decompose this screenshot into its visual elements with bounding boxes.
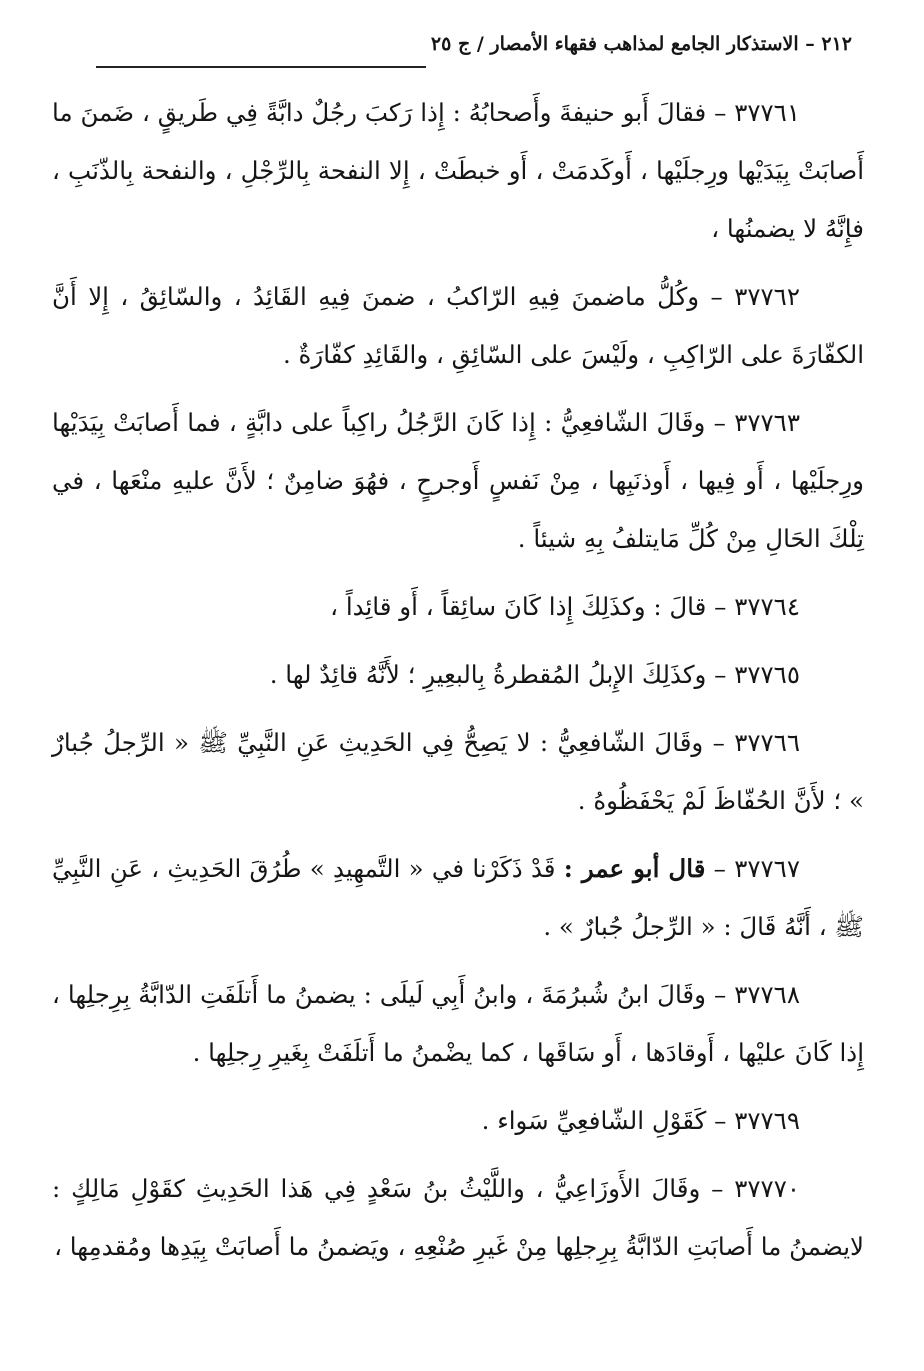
paragraph-dash: – — [706, 660, 727, 689]
paragraph-text: وكذَلِكَ الإِبلُ المُقطرةُ بِالبعِيرِ ؛ لأَنَّهُ قائِدٌ لها . — [269, 660, 707, 689]
paragraph-number: ٣٧٧٦٣ — [734, 408, 800, 437]
paragraph — [52, 394, 864, 568]
paragraph-number: ٣٧٧٦٩ — [734, 1106, 800, 1135]
header-rule — [96, 66, 426, 68]
paragraph-dash: – — [706, 98, 727, 127]
paragraph-text: كَقَوْلِ الشّافعِيِّ سَواء . — [481, 1106, 707, 1135]
paragraph — [52, 1092, 864, 1150]
paragraph-number: ٣٧٧٦٤ — [734, 592, 800, 621]
paragraph — [52, 646, 864, 704]
paragraph — [52, 1160, 864, 1276]
paragraph-number: ٣٧٧٦٥ — [734, 660, 800, 689]
paragraph-text: فقالَ أَبو حنيفةَ وأَصحابُهُ : إِذا رَكبَ رجُلٌ دابَّةً فِي طَريقٍ ، ضَمنَ ما أَصابَتْ بِيَدَيْها ورِجلَيْها ، أَوكَدمَتْ ، أَو خبطَتْ ، إِلا النفحة بِالرِّجْلِ ، والنفحة بِالذّنَبِ ، فإِنَّهُ لا يضمنُها ، — [52, 98, 864, 243]
paragraph-dash: – — [705, 980, 727, 1009]
paragraph-dash: – — [699, 282, 723, 311]
paragraph — [52, 840, 864, 956]
paragraph — [52, 714, 864, 830]
paragraph-number: ٣٧٧٦٢ — [734, 282, 800, 311]
paragraph-dash: – — [706, 592, 727, 621]
running-header — [52, 30, 852, 58]
paragraph-dash: – — [703, 728, 725, 757]
paragraph — [52, 268, 864, 384]
paragraph-text: وقَالَ الشّافعِيُّ : لا يَصِحُّ فِي الحَدِيثِ عَنِ النَّبِيِّ ﷺ « الرِّجلُ جُبارٌ » ؛ لأَنَّ الحُفّاظَ لَمْ يَحْفَظُوهُ . — [52, 728, 864, 815]
page-number: ٢١٢ — [821, 33, 852, 55]
paragraph — [52, 84, 864, 258]
paragraph — [52, 578, 864, 636]
header-dash: – — [798, 33, 815, 55]
paragraph-number: ٣٧٧٦٨ — [734, 980, 800, 1009]
paragraph-dash: – — [706, 1106, 727, 1135]
paragraph-text: وقَالَ ابنُ شُبرُمَةَ ، وابنُ أَبِي لَيلَى : يضمنُ ما أَتلَفَتِ الدّابَّةُ بِرِجلِها ، إِذا كَانَ عليْها ، أَوقادَها ، أَو سَاقَها ، كما يضْمنُ ما أَتلَفَتْ بِغَيرِ رِجلِها . — [52, 980, 864, 1067]
page-body — [52, 84, 864, 1286]
paragraph-text: قالَ : وكذَلِكَ إِذا كَانَ سائِقاً ، أَو قائِداً ، — [330, 592, 707, 621]
paragraph-number: ٣٧٧٦٦ — [734, 728, 801, 757]
paragraph-number: ٣٧٧٧٠ — [734, 1174, 801, 1203]
paragraph-text: قَدْ ذَكَرْنا في « التَّمهِيدِ » طُرُقَ الحَدِيثِ ، عَنِ النَّبِيِّ ﷺ ، أَنَّهُ قَالَ : « الرِّجلُ جُبارٌ » . — [52, 854, 864, 941]
paragraph-text: وكُلُّ ماضمنَ فِيهِ الرّاكبُ ، ضمنَ فِيهِ القَائِدُ ، والسّائِقُ ، إِلا أَنَّ الكفّارَةَ على الرّاكِبِ ، ولَيْسَ على السّائِقِ ، والقَائِدِ كفّارَةٌ . — [52, 282, 864, 369]
book-title: الاستذكار الجامع لمذاهب فقهاء الأمصار / ج ٢٥ — [430, 33, 799, 55]
paragraph-dash: – — [705, 408, 726, 437]
paragraph-dash: – — [700, 1174, 724, 1203]
paragraph-dash: – — [705, 854, 726, 883]
paragraph-lead: قال أبو عمر : — [563, 854, 706, 883]
paragraph — [52, 966, 864, 1082]
paragraph-text: وقَالَ الشّافعِيُّ : إِذا كَانَ الرَّجُلُ راكِباً على دابَّةٍ ، فما أَصابَتْ بِيَدَيْها ورِجلَيْها ، أَو فِيها ، أَوذنَبِها ، مِنْ نَفسٍ أَوجرحٍ ، فهُوَ ضامِنٌ ؛ لأَنَّ عليهِ منْعَها ، في تِلْكَ الحَالِ مِنْ كُلِّ مَايتلفُ بِهِ شيئاً . — [52, 408, 864, 553]
paragraph-number: ٣٧٧٦١ — [734, 98, 800, 127]
paragraph-number: ٣٧٧٦٧ — [734, 854, 800, 883]
paragraph-text: وقَالَ الأَوزَاعِيُّ ، واللَّيْثُ بنُ سَعْدٍ فِي هَذا الحَدِيثِ كقَوْلِ مَالِكٍ : لايضمنُ ما أَصابَتِ الدّابَّةُ بِرِجلِها مِنْ غَيرِ صُنْعِهِ ، ويَضمنُ ما أَصابَتْ بِيَدِها ومُقدمِها ، — [52, 1174, 864, 1261]
